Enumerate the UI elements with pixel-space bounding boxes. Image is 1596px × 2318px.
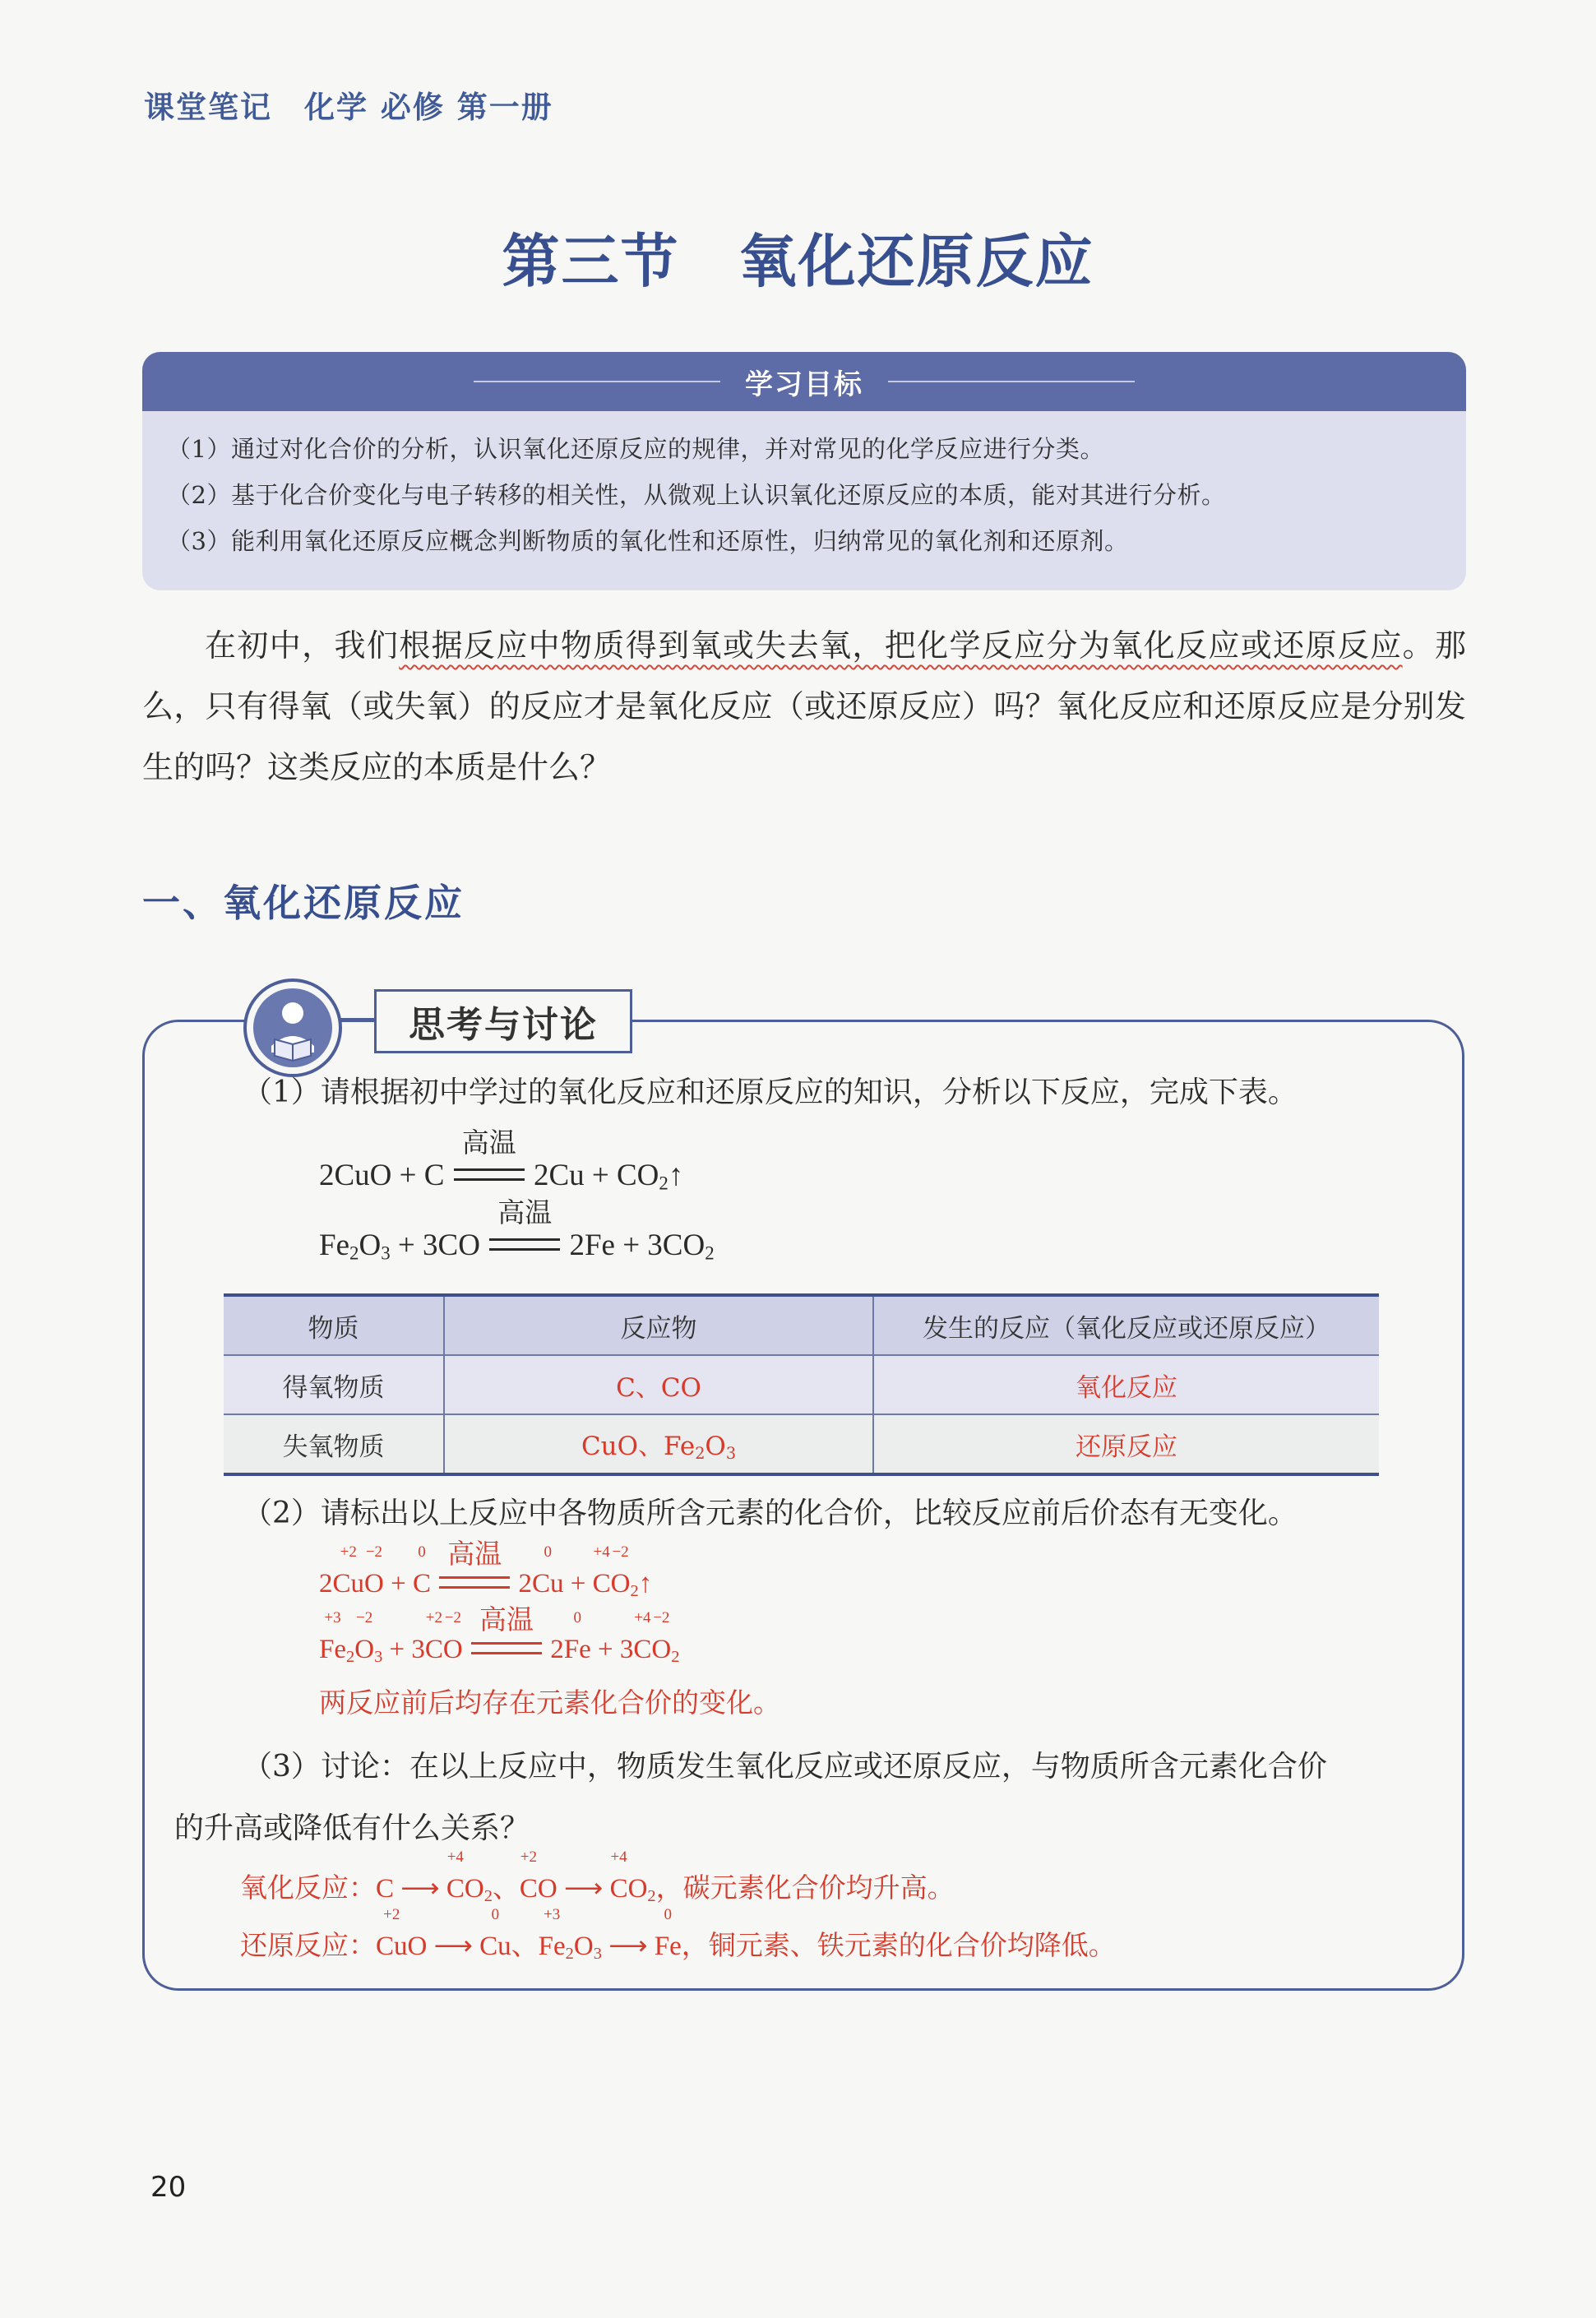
- equation-1: 2CuO + C 高温 $2Cu + CO_2↑$: [319, 1127, 684, 1194]
- divider: [888, 381, 1135, 382]
- question-3-cont: 的升高或降低有什么关系？: [174, 1811, 530, 1845]
- table-header: 物质: [224, 1295, 444, 1355]
- table-header: 反应物: [444, 1295, 873, 1355]
- valence-equation-2: Fe +3 $_2$O −2 $_3$ + 3C +2 O −2 高温 2Fe 0 + 3C +4 O −2 $_2$: [319, 1603, 680, 1667]
- goal-item: （2）基于化合价变化与电子转移的相关性，从微观上认识氧化还原反应的本质，能对其进行分析。: [167, 481, 1226, 509]
- page-number: 20: [150, 2171, 187, 2204]
- section-title: 第三节 氧化还原反应: [502, 228, 1094, 295]
- equation-2: $Fe_2O_3 + 3CO$ 高温 $2Fe + 3CO_2$: [319, 1196, 715, 1264]
- table-header: 发生的反应（氧化反应或还原反应）: [873, 1295, 1379, 1355]
- question-1: （1）请根据初中学过的氧化反应和还原反应的知识，分析以下反应，完成下表。: [243, 1076, 1298, 1109]
- reader-icon: [243, 979, 342, 1077]
- answer-3-reduction: 还原反应：Cu +2 O ⟶ Cu 0 、Fe +3 $_2O_3$ ⟶ Fe 0 ，铜元素、铁元素的化合价均降低。: [240, 1906, 1116, 1964]
- question-2: （2）请标出以上反应中各物质所含元素的化合价，比较反应前后价态有无变化。: [243, 1497, 1298, 1530]
- running-header: 课堂笔记 化学 必修 第一册: [144, 90, 553, 125]
- underlined-text: 根据反应中物质得到氧或失去氧，把化学反应分为氧化反应或还原反应: [399, 627, 1403, 664]
- learning-goals-header: [142, 352, 1466, 411]
- reaction-table: [224, 1293, 1379, 1476]
- learning-goals-title: 学习目标: [745, 368, 863, 401]
- subsection-heading: 一、氧化还原反应: [142, 881, 465, 925]
- intro-paragraph: 在初中，我们根据反应中物质得到氧或失去氧，把化学反应分为氧化反应或还原反应。那么，只有得氧（或失氧）的反应才是氧化反应（或还原反应）吗？氧化反应和还原反应是分别发生的吗？这类反应的本质是什么？: [142, 627, 1466, 785]
- learning-goals-panel: [142, 352, 1466, 590]
- discussion-tag: 思考与讨论: [374, 989, 632, 1053]
- question-3: （3）讨论：在以上反应中，物质发生氧化反应或还原反应，与物质所含元素化合价: [243, 1750, 1327, 1784]
- goal-item: （3）能利用氧化还原反应概念判断物质的氧化性和还原性，归纳常见的氧化剂和还原剂。: [167, 527, 1129, 555]
- goal-item: （1）通过对化合价的分析，认识氧化还原反应的规律，并对常见的化学反应进行分类。: [167, 435, 1104, 463]
- answer-3-oxidation: 氧化反应：C ⟶ C +4 $O_2$、C +2 O ⟶ C +4 $O_2$，碳元素化合价均升高。: [240, 1848, 955, 1906]
- answer-2: 两反应前后均存在元素化合价的变化。: [319, 1689, 780, 1719]
- table-row: 得氧物质 C、CO 氧化反应: [224, 1355, 1379, 1414]
- valence-equation-1: 2Cu +2 O −2 + C 0 高温 2Cu 0 + C +4 O −2 $_2$↑: [319, 1538, 653, 1601]
- table-row: 失氧物质 CuO、$Fe_2O_3$ 还原反应: [224, 1414, 1379, 1474]
- divider: [474, 381, 720, 382]
